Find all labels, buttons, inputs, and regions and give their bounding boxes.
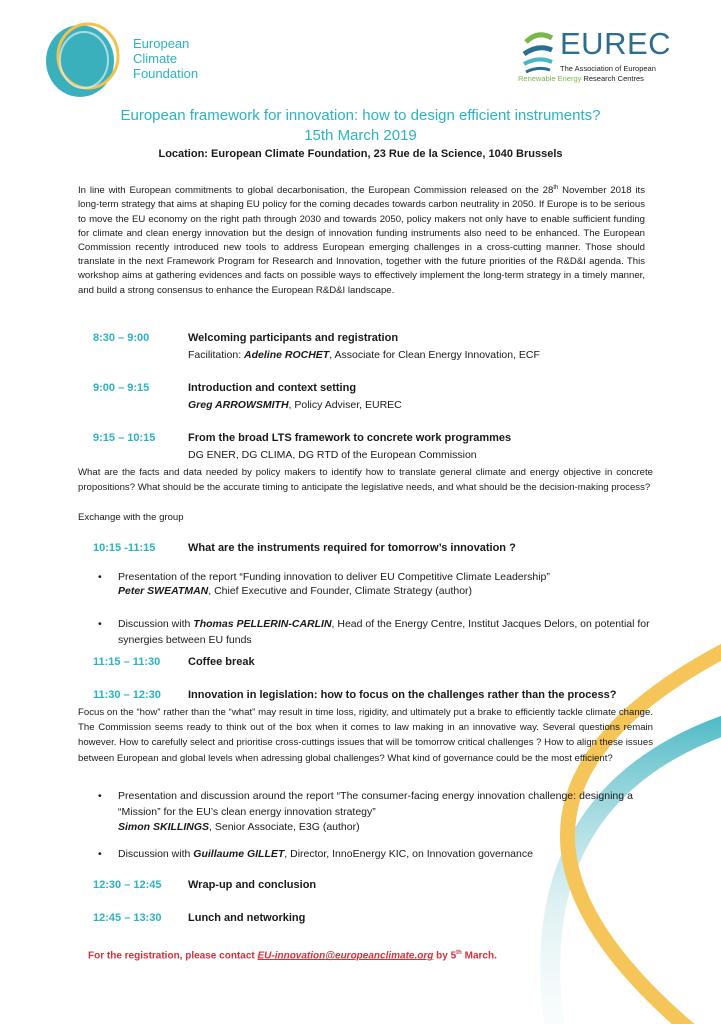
ecf-line: Climate	[133, 51, 178, 66]
agenda-item	[93, 879, 316, 891]
agenda-description: What are the facts and data needed by policy makers to identify how to translate general climate and energy objective in concrete propositions? What should be the accurate timing to anticipate the legislative needs, and what should be the decision-making process?	[78, 467, 653, 494]
agenda-title: What are the instruments required for tomorrow’s innovation ?	[188, 542, 516, 554]
speaker-line	[118, 585, 472, 597]
bullet-icon: •	[98, 848, 102, 860]
eurec-tagline: The Association of European	[560, 64, 656, 73]
agenda-item	[93, 382, 356, 394]
registration-note	[88, 950, 497, 961]
agenda-item	[93, 689, 616, 701]
agenda-sub	[188, 399, 402, 411]
ecf-logo-icon	[40, 16, 125, 101]
speaker-name: Simon SKILLINGS	[118, 821, 210, 833]
speaker-name: Adeline ROCHET	[244, 349, 330, 361]
intro-sup: th	[553, 185, 559, 191]
registration-text: by 5	[433, 950, 457, 962]
speaker-role: , Head of the Energy Centre, Institut Jacques Delors, on potential for synergies between EU funds	[118, 618, 650, 646]
agenda-item	[93, 432, 511, 444]
agenda-description: Focus on the “how” rather than the “what” may result in time loss, rigidity, and ultimately put a brake to efficiently tackle climate change. The Commission seems ready to think out of the box when it comes to law making in an innovative way. Several questions remain however. How to carefully select and prioritise cross-cuttings issues that will be tomorrow critical challenges ? How to align these issues between European and global levels when adressing global challenges? What kind of governance could be the most efficient?	[78, 707, 653, 764]
bullet-item	[98, 616, 658, 648]
registration-email-link[interactable]: EU-innovation@europeanclimate.org	[257, 950, 434, 962]
agenda-item	[93, 332, 398, 344]
agenda-title: Innovation in legislation: how to focus on the challenges rather than the process?	[188, 689, 617, 701]
label: Facilitation:	[188, 349, 245, 361]
agenda-item	[93, 912, 305, 924]
bullet-item	[98, 788, 633, 820]
agenda-title: Lunch and networking	[188, 912, 306, 924]
agenda-time: 12:30 – 12:45	[93, 879, 162, 891]
bullet-text: Discussion with	[118, 618, 194, 630]
event-date: 15th March 2019	[304, 127, 417, 144]
registration-sup: th	[456, 950, 462, 956]
agenda-time: 9:00 – 9:15	[93, 382, 150, 394]
agenda-time: 11:30 – 12:30	[93, 689, 161, 701]
agenda-sub: DG ENER, DG CLIMA, DG RTD of the European Commission	[188, 449, 477, 461]
ecf-line: European	[133, 36, 190, 51]
speaker-name: Greg ARROWSMITH	[188, 399, 289, 411]
registration-text: March.	[461, 950, 497, 962]
speaker-name: Guillaume GILLET	[193, 848, 285, 860]
ecf-logo-text	[133, 36, 198, 81]
intro-text: In line with European commitments to global decarbonisation, the European Commission released on the 28	[78, 185, 554, 197]
eurec-name: EUREC	[560, 26, 672, 61]
speaker-role: , Policy Adviser, EUREC	[288, 399, 402, 411]
agenda-note: Exchange with the group	[78, 512, 184, 523]
bullet-icon: •	[98, 790, 102, 802]
speaker-role: , Senior Associate, E3G (author)	[209, 821, 360, 833]
speaker-name: Thomas PELLERIN-CARLIN	[193, 618, 332, 630]
bullet-item	[98, 569, 658, 585]
intro-paragraph	[78, 181, 645, 298]
agenda-item	[93, 656, 255, 668]
eurec-tagline-rest: Research Centres	[583, 74, 644, 83]
agenda-time: 12:45 – 13:30	[93, 912, 162, 924]
speaker-line	[118, 821, 360, 833]
speaker-role: , Chief Executive and Founder, Climate Strategy (author)	[208, 585, 473, 597]
bullet-text: Discussion with	[118, 848, 194, 860]
speaker-role: , Associate for Clean Energy Innovation, ECF	[329, 349, 540, 361]
registration-text: For the registration, please contact	[88, 950, 258, 962]
bullet-text: Presentation and discussion around the report “The consumer-facing energy innovation challenge: designing a “Mission” for the EU’s clean energy innovation strategy”	[118, 790, 633, 818]
bullet-icon: •	[98, 571, 102, 583]
agenda-title: Introduction and context setting	[188, 382, 357, 394]
agenda-title: Wrap-up and conclusion	[188, 879, 317, 891]
bullet-icon: •	[98, 618, 102, 630]
bullet-item	[98, 846, 658, 862]
speaker-name: Peter SWEATMAN	[118, 585, 209, 597]
agenda-title: From the broad LTS framework to concrete work programmes	[188, 432, 512, 444]
agenda-time: 8:30 – 9:00	[93, 332, 150, 344]
agenda-title: Welcoming participants and registration	[188, 332, 399, 344]
speaker-role: , Director, InnoEnergy KIC, on Innovation governance	[284, 848, 533, 860]
agenda-time: 11:15 – 11:30	[93, 656, 161, 668]
agenda-title: Coffee break	[188, 656, 255, 668]
ecf-line: Foundation	[133, 66, 199, 81]
eurec-swirl-icon	[518, 28, 558, 76]
eurec-tagline-green: Renewable Energy	[518, 74, 582, 83]
page-title: European framework for innovation: how to design efficient instruments?	[120, 107, 601, 124]
agenda-sub	[188, 349, 540, 361]
eurec-tagline-2	[518, 74, 644, 83]
event-location: Location: European Climate Foundation, 23 Rue de la Science, 1040 Brussels	[158, 148, 563, 160]
intro-text: November 2018 its long-term strategy that aims at shaping EU policy for the coming decades towards carbon neutrality in 2050. If Europe is to be serious to move the EU economy on the right path through 2030 and towards 2050, policy makers not only have to enable sufficient funding for climate and clean energy innovation but the design of innovation funding instruments also need to be enhanced. The European Commission recently introduced new tools to address European emerging challenges in a cross-cutting manner. Those should translate in the next Framework Program for Research and Innovation, together with the future priorities of the R&D&I agenda. This workshop aims at gathering evidences and facts on possible ways to effectively implement the long-term strategy in a timely manner, and build a strong consensus to enhance the European R&D&I landscape.	[78, 185, 645, 296]
agenda-time: 10:15 -11:15	[93, 542, 156, 554]
agenda-item	[93, 542, 516, 554]
agenda-time: 9:15 – 10:15	[93, 432, 156, 444]
bullet-text: Presentation of the report “Funding innovation to deliver EU Competitive Climate Leadership”	[118, 571, 550, 583]
